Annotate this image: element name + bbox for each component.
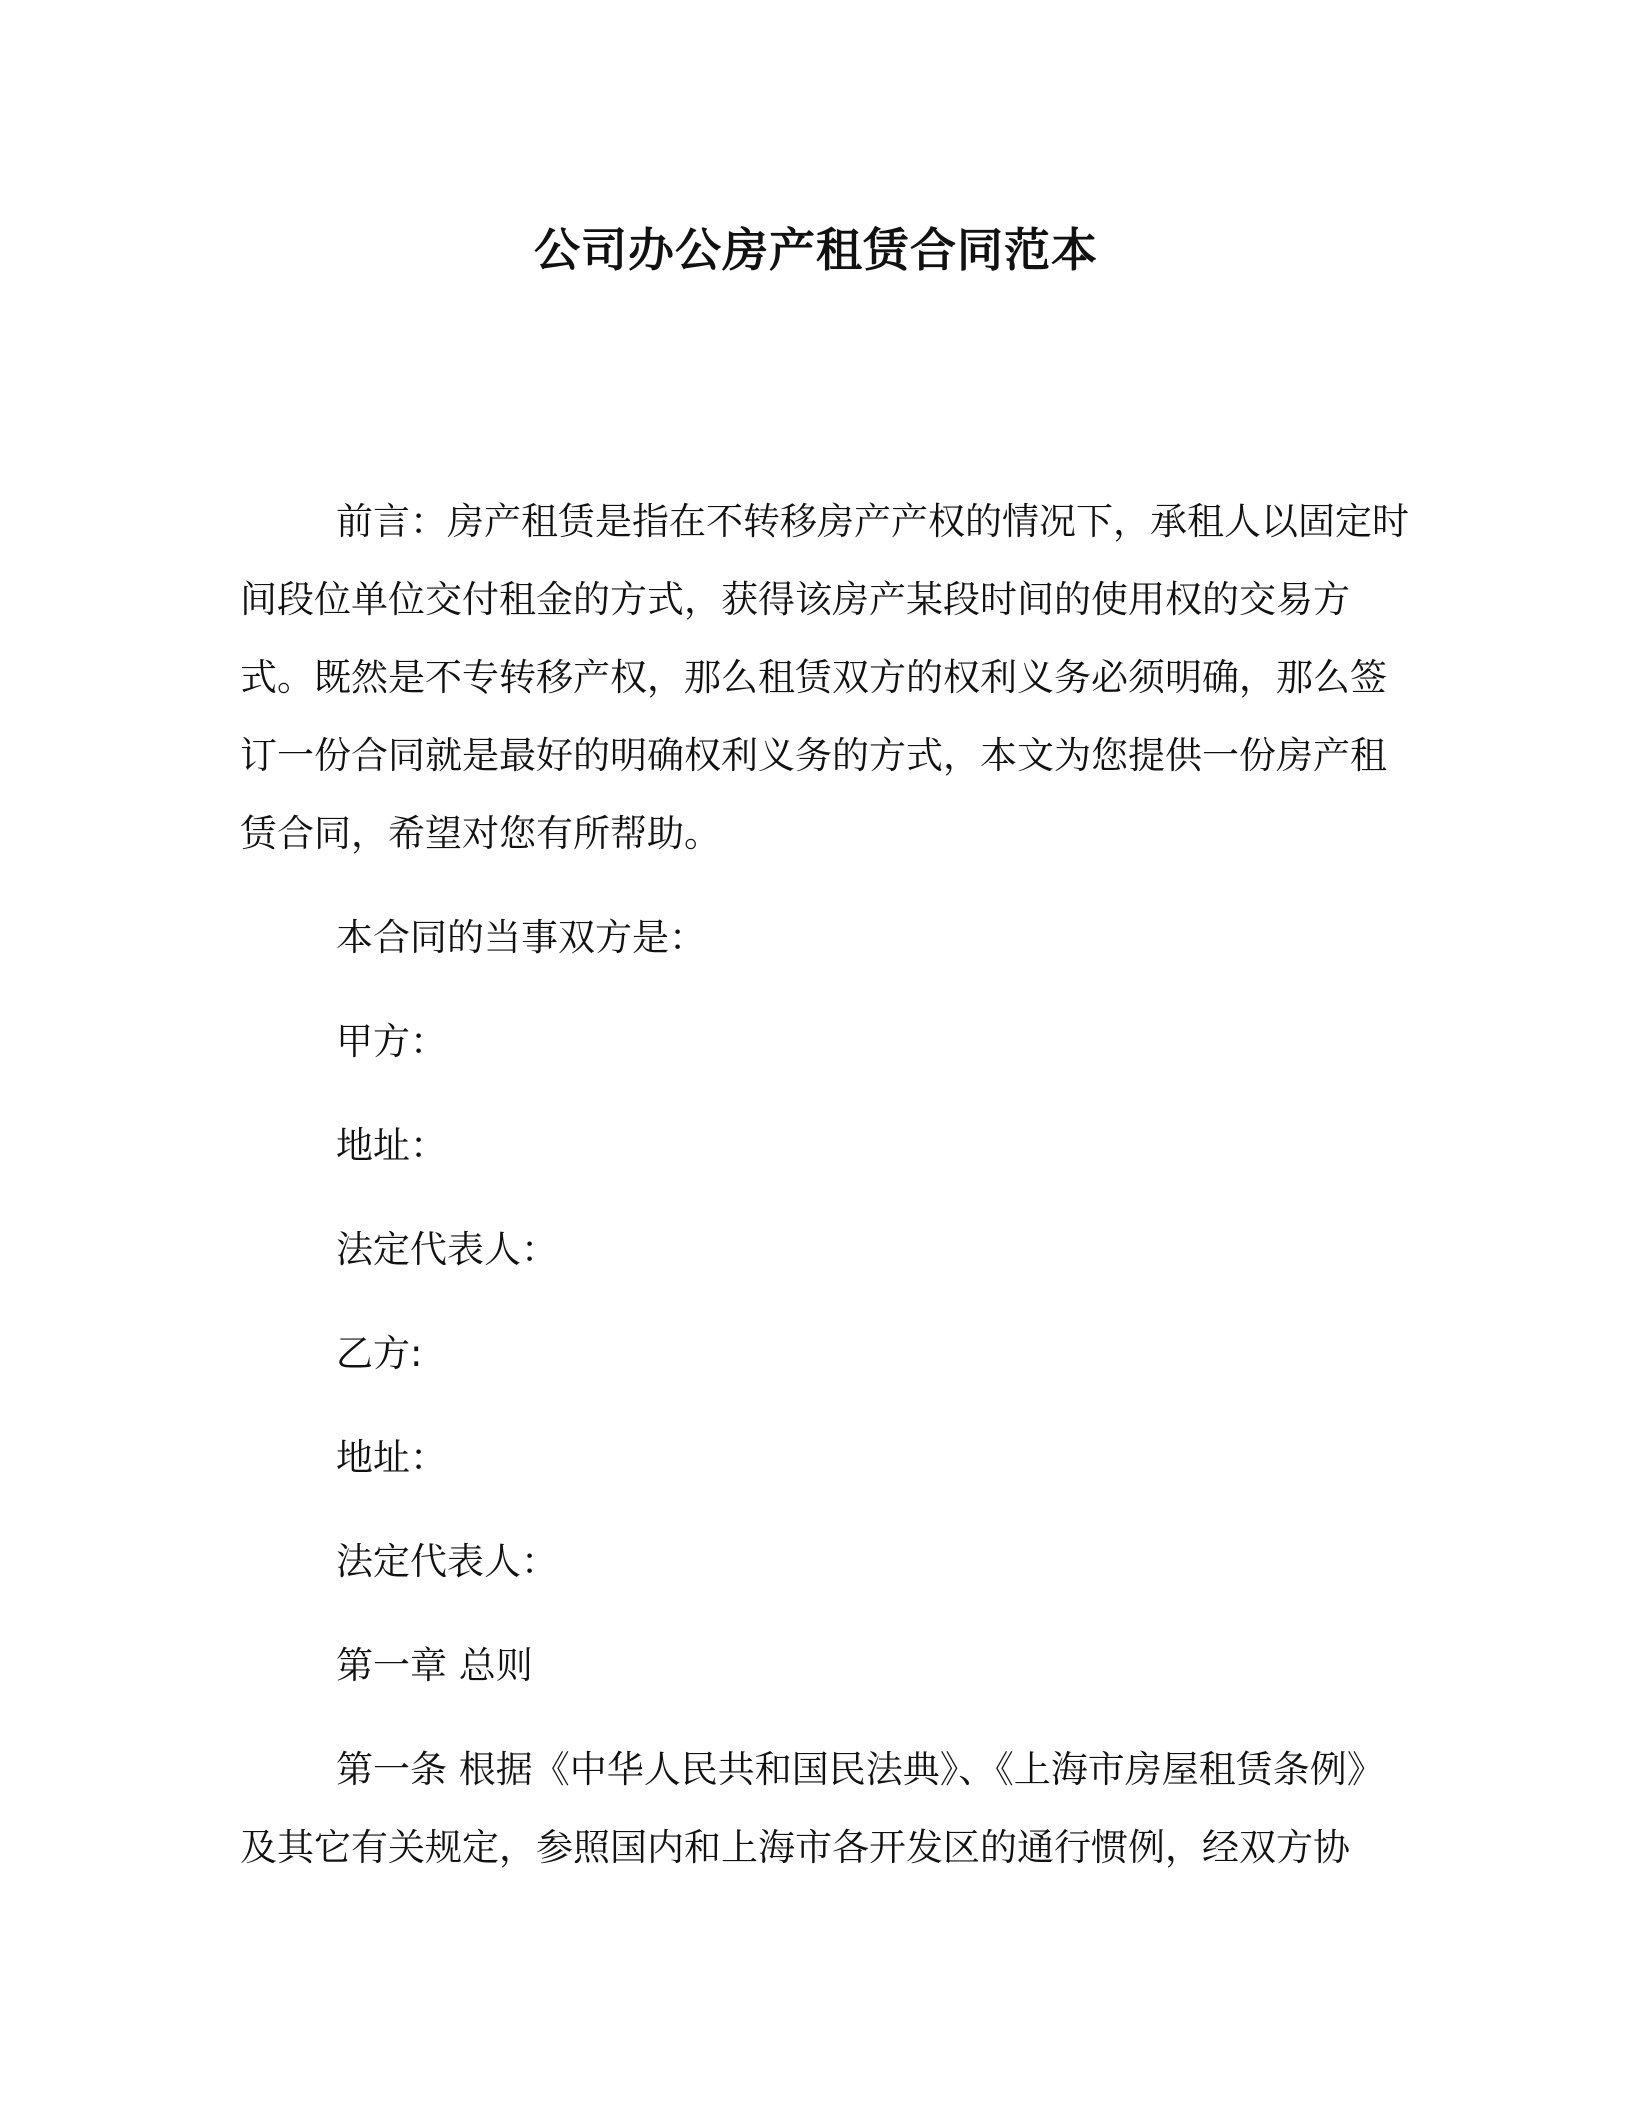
party-b-label: 乙方:: [336, 1332, 423, 1375]
preface-paragraph: 前言：房产租赁是指在不转移房产产权的情况下，承租人以固定时间段位单位交付租金的方式，获得该房产某段时间的使用权的交易方式。既然是不专转移产权，那么租赁双方的权利义务必须明确，那么签订一份合同就是最好的明确权利义务的方式，本文为您提供一份房产租赁合同，希望对您有所帮助。: [240, 500, 1409, 855]
party-a-label: 甲方：: [336, 1020, 447, 1063]
party-a-address-label: 地址：: [336, 1124, 447, 1167]
party-a-representative-label: 法定代表人：: [336, 1228, 558, 1271]
article-paragraph: 第一条 根据《中华人民共和国民法典》、《上海市房屋租赁条例》及其它有关规定，参照国内和上海市各开发区的通行惯例，经双方协: [240, 1748, 1384, 1869]
parties-intro: 本合同的当事双方是：: [336, 916, 706, 959]
party-b-address-label: 地址：: [336, 1436, 447, 1479]
party-b-representative-label: 法定代表人：: [336, 1540, 558, 1583]
chapter-heading: 第一章 总则: [336, 1644, 533, 1687]
document-title: 公司办公房产租赁合同范本: [534, 223, 1098, 277]
document-body: [240, 483, 1415, 1887]
